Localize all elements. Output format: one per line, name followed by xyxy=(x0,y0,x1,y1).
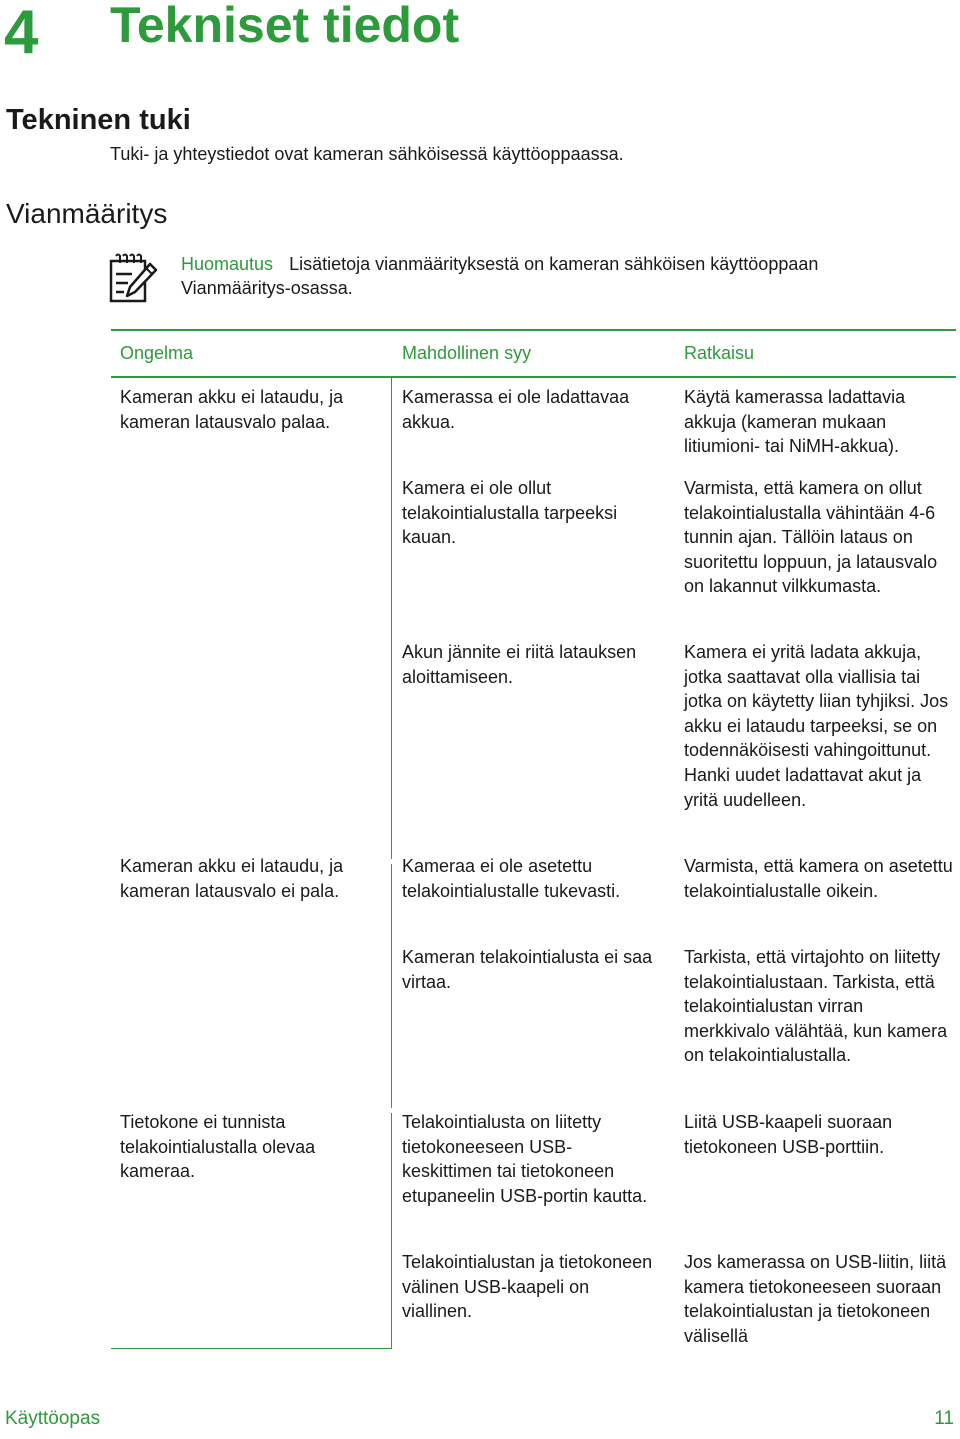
section-heading-tech-support: Tekninen tuki xyxy=(6,104,191,136)
table-cell: Käytä kamerassa ladattavia akkuja (kameran mukaan litiumioni- tai NiMH-akkua). xyxy=(684,387,906,457)
tech-support-text: Tuki- ja yhteystiedot ovat kameran sähköisessä käyttöoppaassa. xyxy=(110,144,624,164)
troubleshooting-table xyxy=(111,329,956,1346)
note-pencil-icon xyxy=(108,252,158,309)
note-label: Huomautus xyxy=(181,254,274,274)
header-cause: Mahdollinen syy xyxy=(402,343,532,363)
table-cell: Tarkista, että virtajohto on liitetty telakointialustaan. Tarkista, että telakointialustan virran merkkivalo välähtää, kun kamera on telakointialustalla. xyxy=(684,947,948,1066)
column-divider xyxy=(391,864,392,1108)
section-heading-troubleshooting: Vianmääritys xyxy=(6,198,168,229)
table-cell: Jos kamerassa on USB-liitin, liitä kamera tietokoneeseen suoraan telakointialustan ja tietokoneen välisellä xyxy=(684,1252,947,1346)
note xyxy=(181,252,921,300)
table-cell: Tietokone ei tunnista telakointialustalla olevaa kameraa. xyxy=(120,1112,316,1182)
table-cell: Varmista, että kamera on ollut telakointialustalla vähintään 4-6 tunnin ajan. Tällöin lataus on suoritettu loppuun, ja latausvalo on lakannut vilkkumasta. xyxy=(684,478,938,597)
column-divider xyxy=(391,1113,392,1349)
table-cell: Kamerassa ei ole ladattavaa akkua. xyxy=(402,387,630,432)
column-divider xyxy=(391,376,392,859)
table-bottom-rule xyxy=(111,1348,391,1349)
note-text: Lisätietoja vianmäärityksestä on kameran sähköisen käyttöoppaan Vianmääritys-osassa. xyxy=(181,254,819,298)
footer-doc-title: Käyttöopas xyxy=(5,1408,101,1429)
table-cell: Telakointialustan ja tietokoneen välinen USB-kaapeli on viallinen. xyxy=(402,1252,653,1322)
table-cell: Akun jännite ei riitä latauksen aloittamiseen. xyxy=(402,642,637,687)
table-cell: Kameran akku ei lataudu, ja kameran latausvalo ei pala. xyxy=(120,856,344,901)
table-cell: Telakointialusta on liitetty tietokoneeseen USB-keskittimen tai tietokoneen etupaneelin USB-portin kautta. xyxy=(402,1112,648,1206)
footer-page-number: 11 xyxy=(934,1408,954,1429)
chapter-number: 4 xyxy=(4,0,39,67)
table-cell: Kameran akku ei lataudu, ja kameran latausvalo palaa. xyxy=(120,387,344,432)
table-cell: Liitä USB-kaapeli suoraan tietokoneen USB-porttiin. xyxy=(684,1112,893,1157)
table-cell: Kamera ei ole ollut telakointialustalla tarpeeksi kauan. xyxy=(402,478,618,548)
table-header xyxy=(111,329,956,378)
header-solution: Ratkaisu xyxy=(684,343,755,363)
table-cell: Kameran telakointialusta ei saa virtaa. xyxy=(402,947,653,992)
chapter-title: Tekniset tiedot xyxy=(110,0,460,53)
table-cell: Kameraa ei ole asetettu telakointialustalle tukevasti. xyxy=(402,856,621,901)
table-cell: Kamera ei yritä ladata akkuja, jotka saattavat olla viallisia tai jotka on käytetty liian tyhjiksi. Jos akku ei lataudu tarpeeksi, se on todennäköisesti vahingoittunut. Hanki uudet ladattavat akut ja yritä uudelleen. xyxy=(684,642,949,810)
header-problem: Ongelma xyxy=(120,343,194,363)
table-cell: Varmista, että kamera on asetettu telakointialustalle oikein. xyxy=(684,856,953,901)
